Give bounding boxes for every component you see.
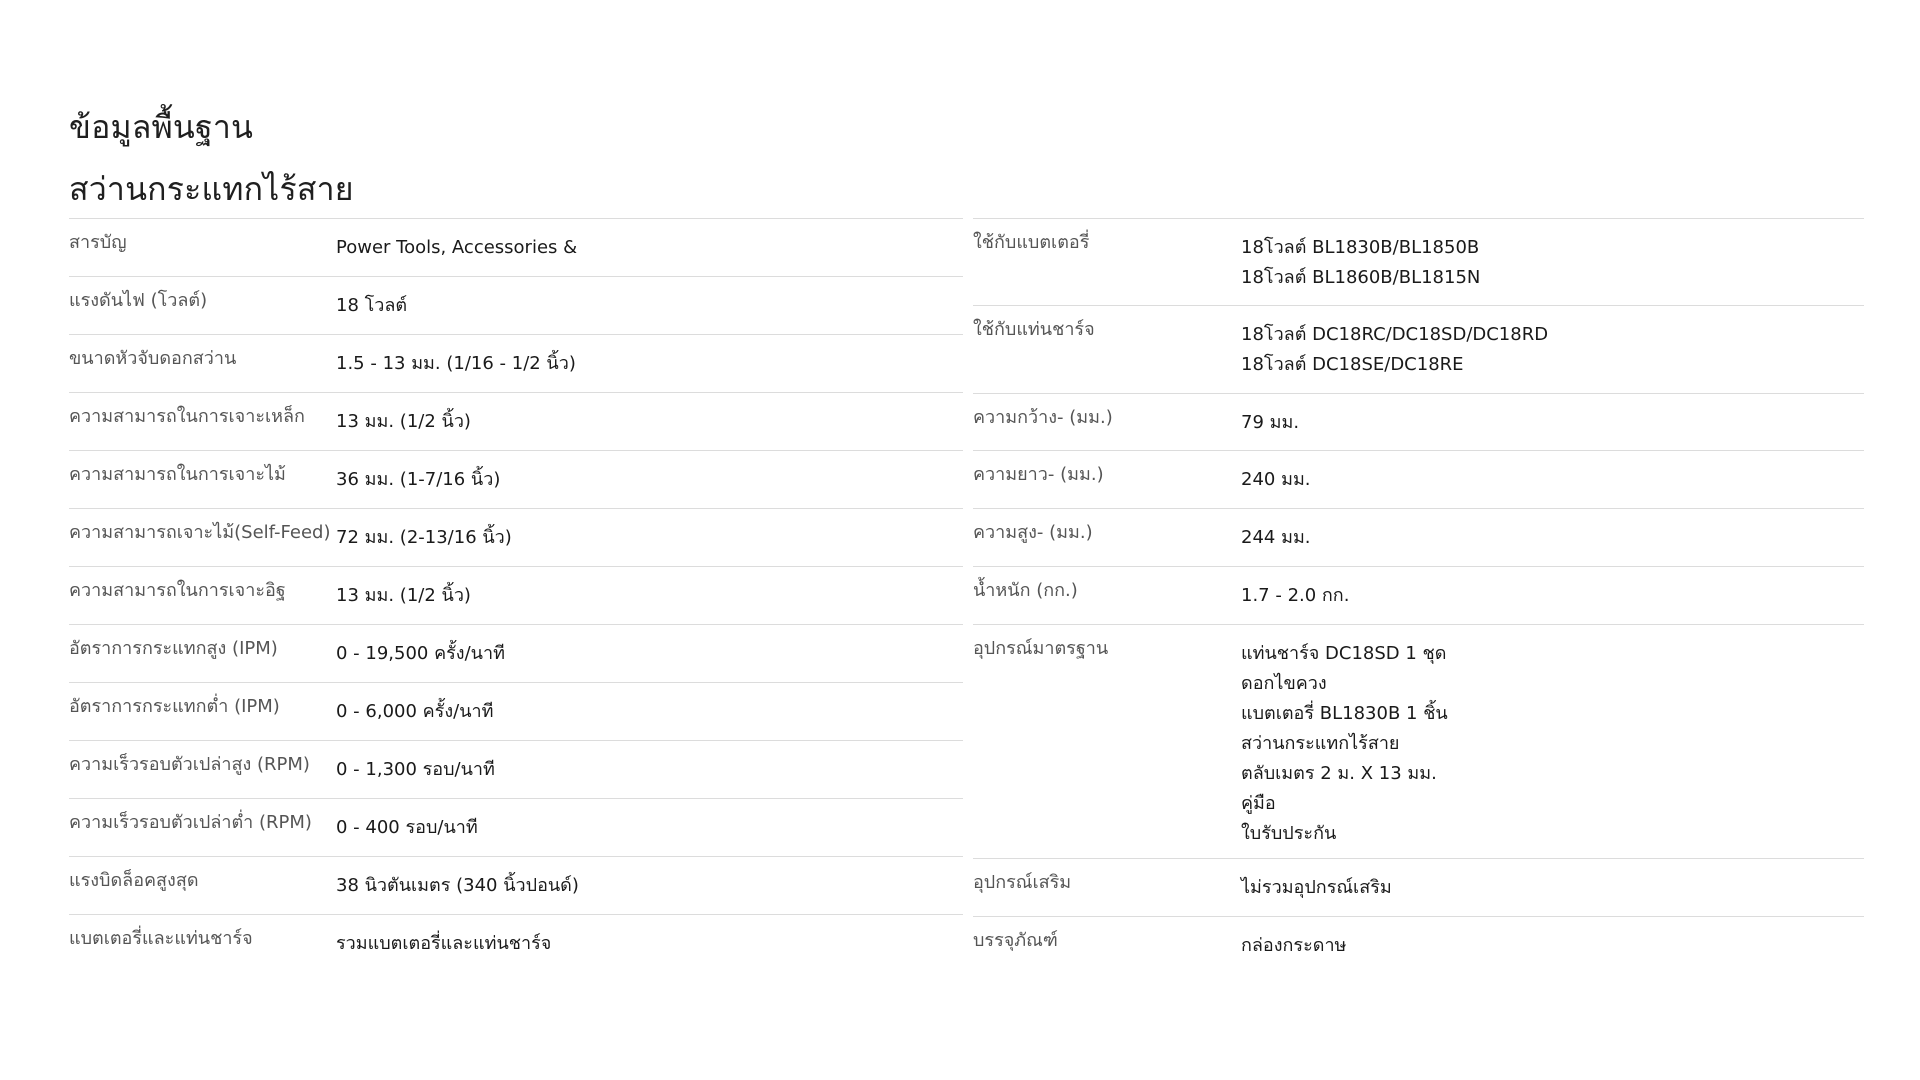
- spec-value-line: 18โวลต์ DC18RC/DC18SD/DC18RD: [1241, 324, 1549, 345]
- spec-value-line: คู่มือ: [1241, 793, 1276, 814]
- spec-row: [973, 508, 1864, 566]
- spec-label: แรงดันไฟ (โวลต์): [69, 290, 208, 311]
- spec-value: [1241, 579, 1349, 611]
- spec-row: [69, 566, 963, 624]
- spec-row: [69, 334, 963, 392]
- spec-label: อุปกรณ์เสริม: [973, 872, 1072, 893]
- spec-value: [1241, 231, 1480, 293]
- spec-row: [69, 682, 963, 740]
- spec-value-line: 18โวลต์ DC18SE/DC18RE: [1241, 354, 1464, 375]
- spec-value: 0 - 1,300 รอบ/นาที: [336, 759, 495, 780]
- spec-table-left: [69, 218, 963, 972]
- spec-label: บรรจุภัณฑ์: [973, 930, 1058, 951]
- spec-label: ขนาดหัวจับดอกสว่าน: [69, 348, 237, 369]
- spec-label: อัตราการกระแทกต่ำ (IPM): [69, 696, 280, 717]
- spec-value-line: 1.7 - 2.0 กก.: [1241, 585, 1350, 606]
- spec-value: 0 - 400 รอบ/นาที: [336, 817, 478, 838]
- spec-label: แรงบิดล็อคสูงสุด: [69, 870, 199, 891]
- spec-row: [973, 916, 1864, 974]
- spec-label: ใช้กับแท่นชาร์จ: [973, 319, 1095, 340]
- spec-value-line: แท่นชาร์จ DC18SD 1 ชุด: [1241, 643, 1447, 664]
- spec-value: 13 มม. (1/2 นิ้ว): [336, 411, 471, 432]
- spec-value-line: ตลับเมตร 2 ม. X 13 มม.: [1241, 763, 1437, 784]
- spec-row: [973, 305, 1864, 393]
- spec-label: สารบัญ: [69, 232, 127, 253]
- product-name-heading: สว่านกระแทกไร้สาย: [69, 170, 354, 208]
- spec-value: [1241, 637, 1448, 849]
- spec-row: [69, 798, 963, 856]
- spec-value-line: 240 มม.: [1241, 469, 1311, 490]
- spec-value-line: ใบรับประกัน: [1241, 823, 1337, 844]
- spec-row: [69, 218, 963, 276]
- spec-value-line: กล่องกระดาษ: [1241, 935, 1347, 956]
- spec-label: ความยาว- (มม.): [973, 464, 1104, 485]
- spec-row: [973, 566, 1864, 624]
- spec-row: [69, 914, 963, 972]
- spec-label: อุปกรณ์มาตรฐาน: [973, 638, 1109, 659]
- spec-value: 18 โวลต์: [336, 295, 408, 316]
- spec-row: [69, 856, 963, 914]
- spec-value: [1241, 318, 1548, 380]
- spec-value-line: ดอกไขควง: [1241, 673, 1327, 694]
- section-heading-basic-info: ข้อมูลพื้นฐาน: [69, 108, 254, 146]
- spec-row: [973, 858, 1864, 916]
- spec-label: ความกว้าง- (มม.): [973, 407, 1113, 428]
- spec-value-line: 244 มม.: [1241, 527, 1311, 548]
- spec-value: [1241, 929, 1346, 961]
- spec-label: ความเร็วรอบตัวเปล่าต่ำ (RPM): [69, 812, 312, 833]
- spec-value-line: 18โวลต์ BL1830B/BL1850B: [1241, 237, 1480, 258]
- spec-value-line: สว่านกระแทกไร้สาย: [1241, 733, 1400, 754]
- spec-value: 13 มม. (1/2 นิ้ว): [336, 585, 471, 606]
- spec-row: [973, 218, 1864, 305]
- spec-row: [973, 624, 1864, 858]
- spec-label: น้ำหนัก (กก.): [973, 580, 1078, 601]
- spec-label: ความสามารถเจาะไม้(Self-Feed): [69, 522, 331, 543]
- spec-value: 0 - 19,500 ครั้ง/นาที: [336, 643, 505, 664]
- spec-value: 36 มม. (1-7/16 นิ้ว): [336, 469, 501, 490]
- spec-table-right: [973, 218, 1864, 974]
- spec-row: [69, 276, 963, 334]
- spec-label: ความสามารถในการเจาะเหล็ก: [69, 406, 305, 427]
- spec-label: ความสูง- (มม.): [973, 522, 1093, 543]
- spec-label: ความสามารถในการเจาะอิฐ: [69, 580, 286, 601]
- spec-value: [1241, 871, 1392, 903]
- spec-value: 72 มม. (2-13/16 นิ้ว): [336, 527, 512, 548]
- spec-label: ความเร็วรอบตัวเปล่าสูง (RPM): [69, 754, 310, 775]
- spec-row: [69, 450, 963, 508]
- spec-value: Power Tools, Accessories &: [336, 237, 578, 258]
- spec-value-line: 18โวลต์ BL1860B/BL1815N: [1241, 267, 1481, 288]
- spec-label: อัตราการกระแทกสูง (IPM): [69, 638, 278, 659]
- spec-label: แบตเตอรี่และแท่นชาร์จ: [69, 928, 253, 949]
- spec-value: 0 - 6,000 ครั้ง/นาที: [336, 701, 494, 722]
- spec-value-line: ไม่รวมอุปกรณ์เสริม: [1241, 877, 1392, 898]
- spec-row: [69, 508, 963, 566]
- spec-row: [69, 392, 963, 450]
- spec-value: 38 นิวตันเมตร (340 นิ้วปอนด์): [336, 875, 579, 896]
- spec-label: ความสามารถในการเจาะไม้: [69, 464, 286, 485]
- spec-row: [973, 450, 1864, 508]
- spec-value-line: 79 มม.: [1241, 412, 1300, 433]
- spec-label: ใช้กับแบตเตอรี่: [973, 232, 1090, 253]
- spec-row: [69, 740, 963, 798]
- spec-row: [69, 624, 963, 682]
- spec-value: [1241, 521, 1311, 553]
- spec-row: [973, 393, 1864, 450]
- spec-value: รวมแบตเตอรี่และแท่นชาร์จ: [336, 933, 552, 954]
- spec-value: [1241, 406, 1299, 438]
- spec-value: 1.5 - 13 มม. (1/16 - 1/2 นิ้ว): [336, 353, 576, 374]
- spec-value-line: แบตเตอรี่ BL1830B 1 ชิ้น: [1241, 703, 1448, 724]
- spec-value: [1241, 463, 1311, 495]
